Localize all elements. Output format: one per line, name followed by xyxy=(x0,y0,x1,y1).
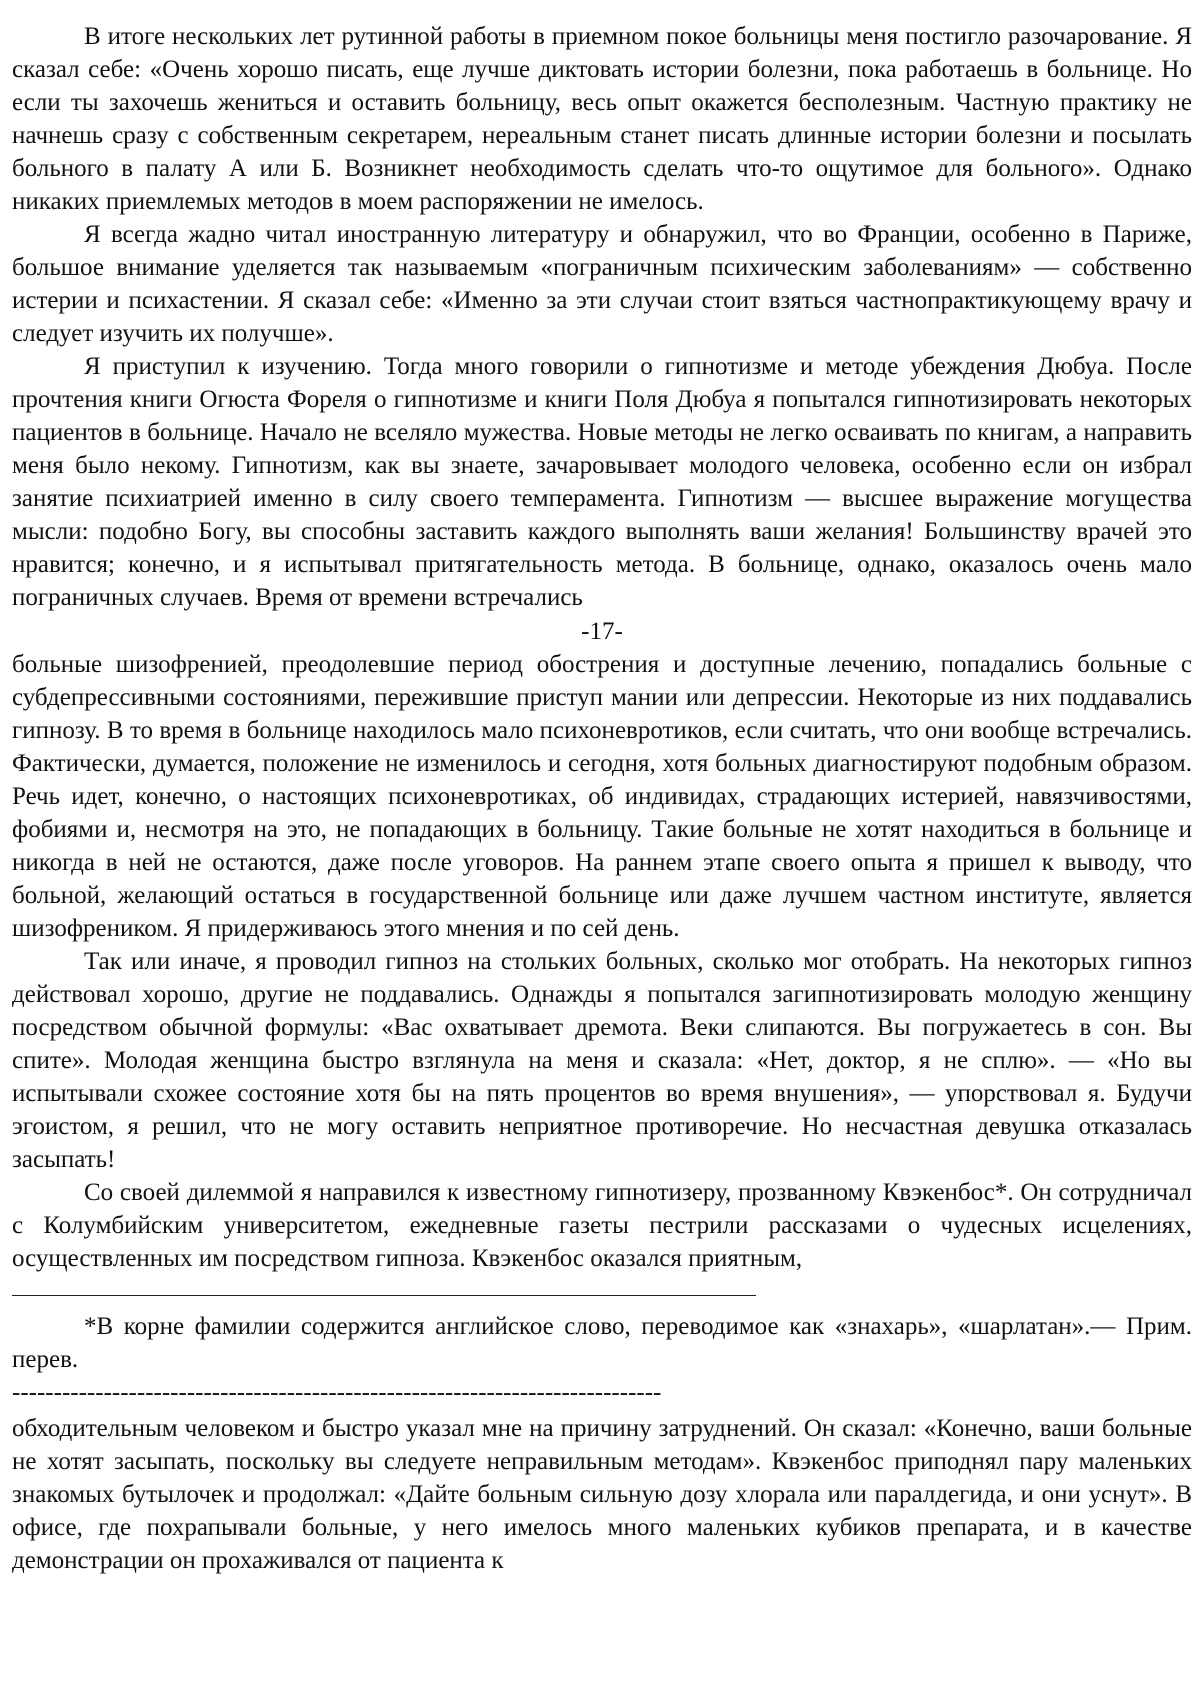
page-number: -17- xyxy=(581,618,623,645)
paragraph-disappointment: В итоге нескольких лет рутинной работы в приемном покое больницы меня постигло разочарование. Я сказал себе: «Очень хорошо писать, еще лучше диктовать истории болезни, пока работаешь в больнице. Но если ты захочешь жениться и оставить больницу, весь опыт окажется бесполезным. Частную практику не начнешь сразу с собственным секретарем, нереальным станет писать длинные истории болезни и посылать больного в палату А или Б. Возникнет необходимость сделать что-то ощутимое для больного». Однако никаких приемлемых методов в моем распоряжении не имелось. xyxy=(12,23,1192,215)
paragraph-quackenbos: Со своей дилеммой я направился к известному гипнотизеру, прозванному Квэкенбос*. Он сотрудничал с Колумбийским университетом, ежедневные газеты пестрили рассказами о чудесных исцелениях, осуществленных им посредством гипноза. Квэкенбос оказался приятным, xyxy=(12,1179,1192,1272)
paragraph-hypnosis-attempt: Так или иначе, я проводил гипноз на стольких больных, сколько мог отобрать. На некоторых гипноз действовал хорошо, другие не поддавались. Однажды я попытался загипнотизировать молодую женщину посредством обычной формулы: «Вас охватывает дремота. Веки слипаются. Вы погружаетесь в сон. Вы спите». Молодая женщина быстро взглянула на меня и сказала: «Нет, доктор, я не сплю». — «Но вы испытывали схожее состояние хотя бы на пять процентов во время внушения», — упорствовал я. Будучи эгоистом, я решил, что не могу оставить неприятное противоречие. Но несчастная девушка отказалась засыпать! xyxy=(12,948,1192,1173)
paragraph-quackenbos-method: обходительным человеком и быстро указал мне на причину затруднений. Он сказал: «Конечно, ваши больные не хотят засыпать, поскольку вы следуете неправильным методам». Квэкенбос приподнял пару маленьких знакомых бутылочек и продолжал: «Дайте больным сильную дозу хлорала или паралдегида, и они уснут». В офисе, где похрапывали больные, у него имелось много маленьких кубиков препарата, и в качестве демонстрации он прохаживался от пациента к xyxy=(12,1415,1192,1574)
document-page xyxy=(12,20,1192,1577)
paragraph-foreign-literature: Я всегда жадно читал иностранную литературу и обнаружил, что во Франции, особенно в Париже, большое внимание уделяется так называемым «пограничным психическим заболеваниям» — собственно истерии и психастении. Я сказал себе: «Именно за эти случаи стоит взяться частнопрактикующему врачу и следует изучить их получше». xyxy=(12,221,1192,347)
footnote-rule xyxy=(12,1295,756,1296)
paragraph-schizophrenia-patients: больные шизофренией, преодолевшие период обострения и доступные лечению, попадались больные с субдепрессивными состояниями, пережившие приступ мании или депрессии. Некоторые из них поддавались гипнозу. В то время в больнице находилось мало психоневротиков, если считать, что они вообще встречались. Фактически, думается, положение не изменилось и сегодня, хотя больных диагностируют подобным образом. Речь идет, конечно, о настоящих психоневротиках, об индивидах, страдающих истерией, навязчивостями, фобиями и, несмотря на это, не попадающих в больницу. Такие больные не хотят находиться в больнице и никогда в ней не остаются, даже после уговоров. На раннем этапе своего опыта я пришел к выводу, что больной, желающий остаться в государственной больнице или даже лучшем частном институте, является шизофреником. Я придерживаюсь этого мнения и по сей день. xyxy=(12,651,1192,942)
footnote: *В корне фамилии содержится английское слово, переводимое как «знахарь», «шарлатан».— Прим. перев. xyxy=(12,1313,1192,1373)
dash-separator: ------------------------------------------------------------------------------ xyxy=(12,1382,662,1406)
paragraph-hypnotism-study: Я приступил к изучению. Тогда много говорили о гипнотизме и методе убеждения Дюбуа. После прочтения книги Огюста Фореля о гипнотизме и книги Поля Дюбуа я попытался гипнотизировать некоторых пациентов в больнице. Начало не вселяло мужества. Новые методы не легко осваивать по книгам, а направить меня было некому. Гипнотизм, как вы знаете, зачаровывает молодого человека, особенно если он избрал занятие психиатрией именно в силу своего темперамента. Гипнотизм — высшее выражение могущества мысли: подобно Богу, вы способны заставить каждого выполнять ваши желания! Большинству врачей это нравится; конечно, и я испытывал притягательность метода. В больнице, однако, оказалось очень мало пограничных случаев. Время от времени встречались xyxy=(12,353,1192,611)
